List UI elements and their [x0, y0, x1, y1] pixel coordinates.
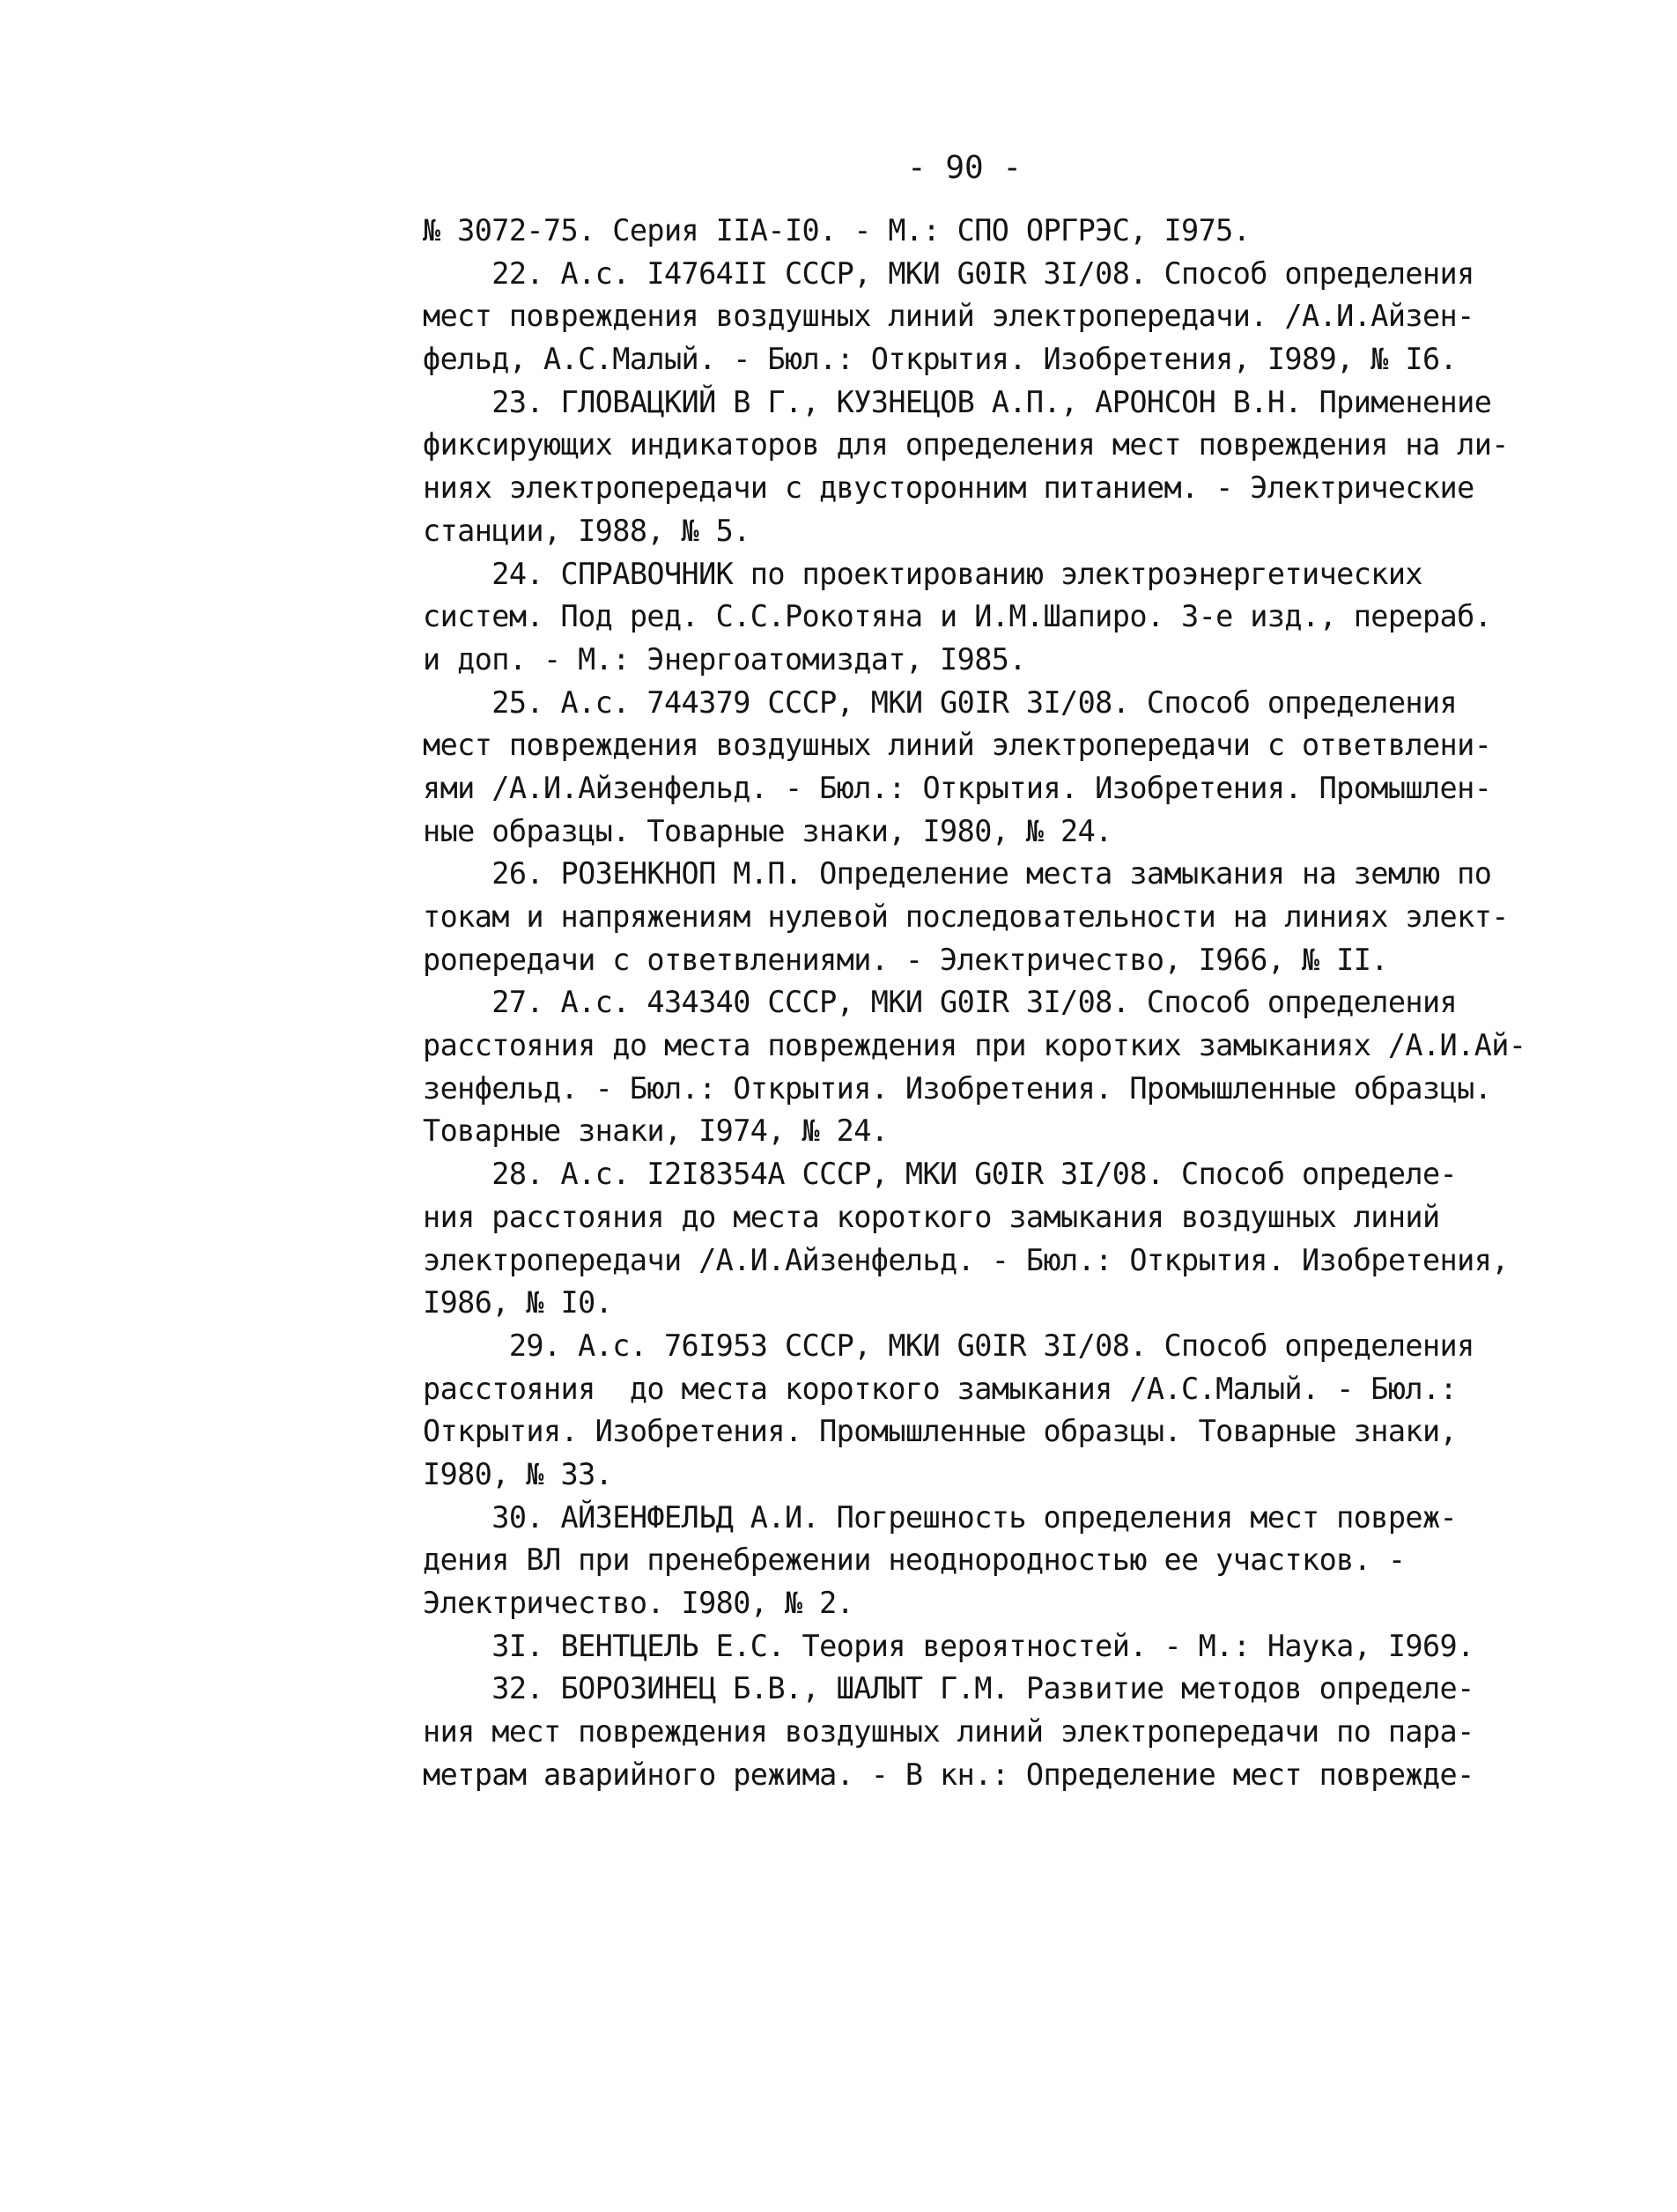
text-line: № 3072-75. Серия IIА-I0. - М.: СПО ОРГРЭС, I975. — [423, 213, 1251, 248]
text-line: систем. Под ред. С.С.Рокотяна и И.М.Шапиро. 3-е изд., перераб. — [423, 599, 1492, 634]
text-line: I980, № 33. — [423, 1456, 613, 1491]
text-line: фиксирующих индикаторов для определения мест повреждения на ли- — [423, 427, 1509, 462]
text-line: Товарные знаки, I974, № 24. — [423, 1113, 889, 1149]
text-line: 28. А.с. I2I8354А СССР, МКИ G0IR 3I/08. Способ определе- — [423, 1157, 1458, 1192]
text-line: мест повреждения воздушных линий электропередачи с ответвлени- — [423, 728, 1492, 763]
text-line: 22. А.с. I4764II СССР, МКИ G0IR 3I/08. Способ определения — [423, 255, 1474, 291]
text-line: Открытия. Изобретения. Промышленные образцы. Товарные знаки, — [423, 1414, 1458, 1449]
text-line: 24. СПРАВОЧНИК по проектированию электроэнергетических — [423, 556, 1422, 591]
text-line: мест повреждения воздушных линий электропередачи. /А.И.Айзен- — [423, 299, 1474, 334]
text-line: 29. А.с. 76I953 СССР, МКИ G0IR 3I/08. Способ определения — [423, 1328, 1474, 1363]
text-line: 26. РОЗЕНКНОП М.П. Определение места замыкания на землю по — [423, 856, 1492, 891]
text-line: ями /А.И.Айзенфельд. - Бюл.: Открытия. Изобретения. Промышлен- — [423, 770, 1492, 805]
bibliography-text — [423, 210, 1568, 1796]
text-line: и доп. - М.: Энергоатомиздат, I985. — [423, 641, 1026, 677]
text-line: расстояния до места короткого замыкания /А.С.Малый. - Бюл.: — [423, 1371, 1458, 1406]
text-line: ния расстояния до места короткого замыкания воздушных линий — [423, 1199, 1440, 1234]
text-line: 3I. ВЕНТЦЕЛЬ Е.С. Теория вероятностей. - М.: Наука, I969. — [423, 1628, 1474, 1663]
text-line: I986, № I0. — [423, 1285, 613, 1321]
text-line: фельд, А.С.Малый. - Бюл.: Открытия. Изобретения, I989, № I6. — [423, 342, 1458, 377]
text-line: 27. А.с. 434340 СССР, МКИ G0IR 3I/08. Способ определения — [423, 985, 1458, 1020]
text-line: ния мест повреждения воздушных линий электропередачи по пара- — [423, 1714, 1474, 1750]
text-line: ниях электропередачи с двусторонним питанием. - Электрические — [423, 470, 1474, 506]
text-line: ные образцы. Товарные знаки, I980, № 24. — [423, 813, 1112, 848]
text-line: электропередачи /А.И.Айзенфельд. - Бюл.: Открытия. Изобретения, — [423, 1242, 1509, 1277]
page-number: - 90 - — [907, 150, 1023, 186]
text-line: станции, I988, № 5. — [423, 513, 750, 548]
text-line: 30. АЙЗЕНФЕЛЬД А.И. Погрешность определения мест повреж- — [423, 1499, 1458, 1535]
text-line: 25. А.с. 744379 СССР, МКИ G0IR 3I/08. Способ определения — [423, 684, 1458, 720]
text-line: дения ВЛ при пренебрежении неоднородностью ее участков. - — [423, 1542, 1406, 1578]
text-line: токам и напряжениям нулевой последовательности на линиях элект- — [423, 899, 1509, 934]
text-line: метрам аварийного режима. - В кн.: Определение мест поврежде- — [423, 1757, 1474, 1792]
text-line: Электричество. I980, № 2. — [423, 1586, 854, 1620]
text-line: расстояния до места повреждения при коротких замыканиях /А.И.Ай- — [423, 1028, 1526, 1063]
text-line: ропередачи с ответвлениями. - Электричество, I966, № II. — [423, 942, 1388, 977]
text-line: 32. БОРОЗИНЕЦ Б.В., ШАЛЫТ Г.М. Развитие методов определе- — [423, 1671, 1474, 1706]
text-line: 23. ГЛОВАЦКИЙ В Г., КУЗНЕЦОВ А.П., АРОНСОН В.Н. Применение — [423, 384, 1492, 419]
text-line: зенфельд. - Бюл.: Открытия. Изобретения. Промышленные образцы. — [423, 1070, 1492, 1106]
